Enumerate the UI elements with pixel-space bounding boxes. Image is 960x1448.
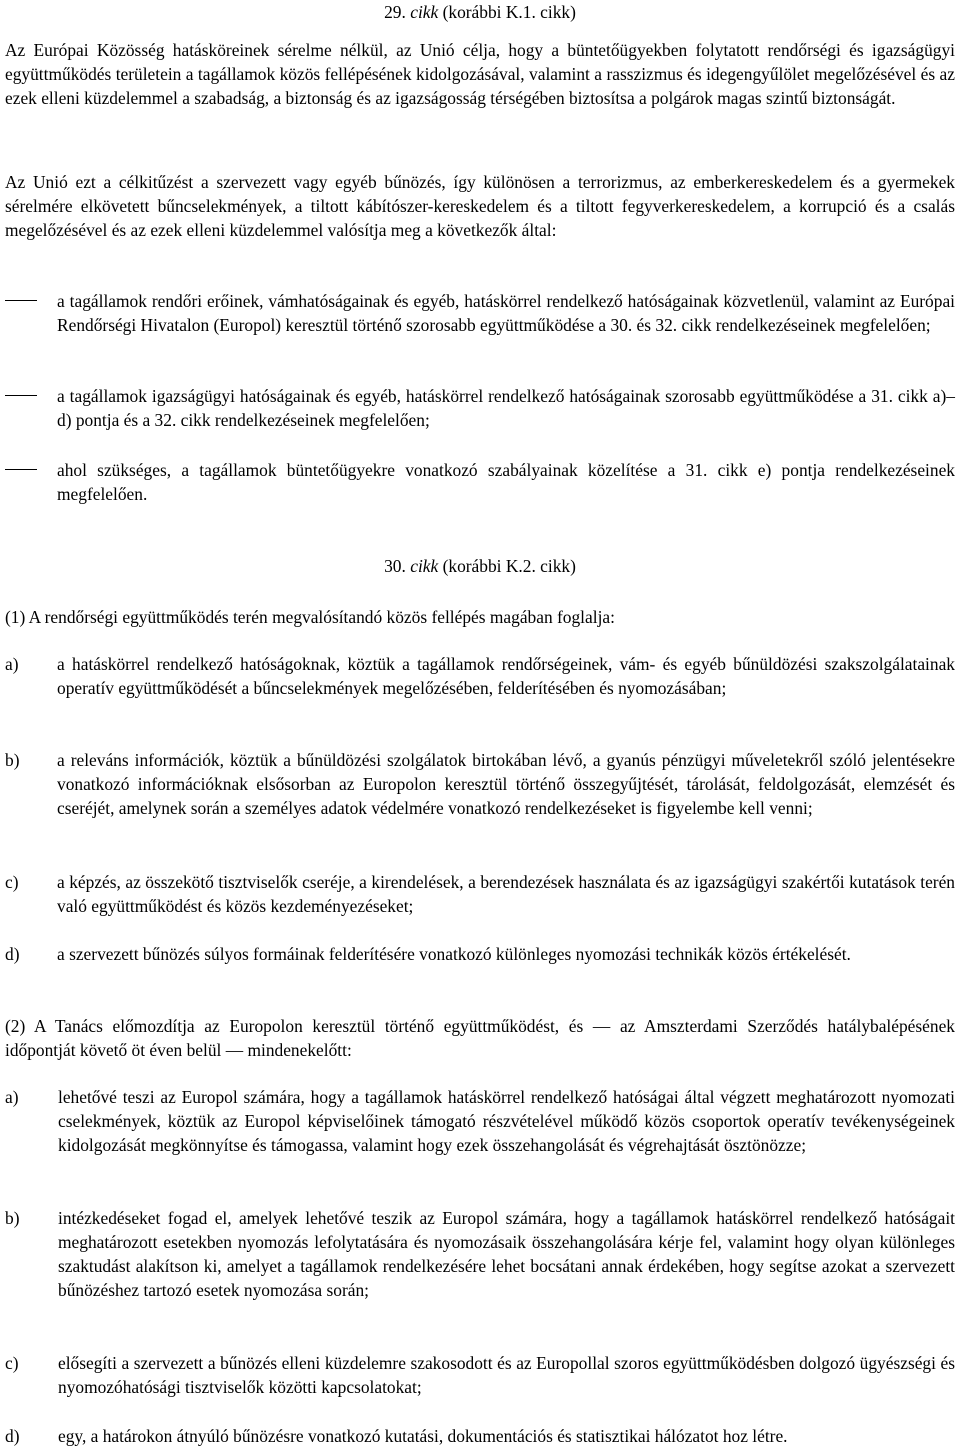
- article-number: 30.: [384, 556, 406, 576]
- item-letter: c): [5, 872, 19, 892]
- article-word: cikk: [410, 2, 439, 22]
- article-29-intro: Az Európai Közösség hatásköreinek sérelme nélkül, az Unió célja, hogy a büntetőügyekben folytatott rendőrségi és igazságügyi együttműködés területein a tagállamok közös fellépésének kidolgozásával, valamint a rasszizmus és idegengyűlölet megelőzésével és az ezek elleni küzdelemmel a szabadság, a biztonság és az igazságosság térségében biztosítsa a polgárok magas szintű biztonságát.: [5, 40, 955, 108]
- article-word: cikk: [410, 556, 439, 576]
- dash-list-item: a tagállamok igazságügyi hatóságainak és egyéb, hatáskörrel rendelkező hatóságainak szorosabb együttműködése a 31. cikk a)–d) pontja és a 32. cikk rendelkezéseinek megfelelően;: [5, 384, 955, 432]
- item-letter: d): [5, 944, 20, 964]
- article-former-ref: (korábbi K.2. cikk): [442, 556, 576, 576]
- article-former-ref: (korábbi K.1. cikk): [442, 2, 576, 22]
- lettered-list-item: b) intézkedéseket fogad el, amelyek lehetővé teszik az Europol számára, hogy a tagállamok hatáskörrel rendelkező hatóságait meghatározott esetekben nyomozás lefolytatására és nyomozásaik összehangolására kérje fel, valamint hogy olyan különleges szaktudást alakítson ki, amelyet a tagállamok rendelkezésére lehet bocsátani annak érdekében, hogy segítse azokat a szervezett bűnözéshez tartozó esetek nyomozása során;: [5, 1208, 955, 1300]
- item-letter: a): [5, 654, 19, 674]
- item-letter: d): [5, 1426, 20, 1446]
- article-29-paragraph-2: Az Unió ezt a célkitűzést a szervezett vagy egyéb bűnözés, így különösen a terrorizmus, az emberkereskedelem és a gyermekek sérelmére elkövetett bűncselekmények, a tiltott kábítószer-kereskedelem és a tiltott fegyverkereskedelem, a korrupció és a csalás megelőzésével és az ezek elleni küzdelemmel valósítja meg a következők által:: [5, 172, 955, 240]
- lettered-list-item: c) elősegíti a szervezett a bűnözés elleni küzdelemre szakosodott és az Europollal szoros együttműködésben dolgozó ügyészségi és nyomozóhatósági tisztviselők közötti kapcsolatokat;: [5, 1353, 955, 1397]
- dash-bullet: [5, 300, 37, 301]
- lettered-list-item: c) a képzés, az összekötő tisztviselők cseréje, a kirendelések, a berendezések használata és az igazságügyi szakértői kutatások terén való együttműködést és közös kezdeményezéseket;: [5, 872, 955, 916]
- lettered-list-item: d) a szervezett bűnözés súlyos formáinak felderítésére vonatkozó különleges nyomozási technikák közös értékelését.: [5, 944, 851, 964]
- article-30-paragraph-2: (2) A Tanács előmozdítja az Europolon keresztül történő együttműködést, és — az Amszterdami Szerződés hatálybalépésének időpontját követő öt éven belül — mindenekelőtt:: [5, 1016, 955, 1060]
- lettered-list-item: a) a hatáskörrel rendelkező hatóságoknak, köztük a tagállamok rendőrségeinek, vám- és egyéb bűnüldözési szakszolgálatainak operatív együttműködését a bűncselekmények megelőzésében, felderítésében és nyomozásában;: [5, 654, 955, 698]
- dash-bullet: [5, 469, 37, 470]
- dash-list-item: ahol szükséges, a tagállamok büntetőügyekre vonatkozó szabályainak közelítése a 31. cikk e) pontja rendelkezéseinek megfelelően.: [5, 458, 955, 506]
- article-30-heading: [5, 554, 955, 578]
- item-letter: b): [5, 1208, 20, 1228]
- lettered-list-item: b) a releváns információk, köztük a bűnüldözési szolgálatok birtokában lévő, a gyanús pénzügyi műveletekről szóló jelentésekre vonatkozó információknak elsősorban az Europolon keresztül történő összegyűjtését, tárolását, feldolgozását, elemzését és cseréjét, amelynek során a személyes adatok védelmére vonatkozó rendelkezéseket is figyelembe kell venni;: [5, 750, 955, 818]
- item-letter: c): [5, 1353, 19, 1373]
- item-letter: a): [5, 1087, 19, 1107]
- lettered-list-item: a) lehetővé teszi az Europol számára, hogy a tagállamok hatáskörrel rendelkező hatóságai által végzett meghatározott nyomozati cselekmények, köztük az Europol képviselőinek támogató részvételével működő közös csoportok operatív tevékenységeinek kidolgozását megkönnyítse és támogassa, valamint hogy ezek összehangolását és végrehajtását ösztönözze;: [5, 1087, 955, 1155]
- article-30-paragraph-1: (1) A rendőrségi együttműködés terén megvalósítandó közös fellépés magában foglalja:: [5, 607, 615, 627]
- lettered-list-item: d) egy, a határokon átnyúló bűnözésre vonatkozó kutatási, dokumentációs és statisztikai hálózatot hoz létre.: [5, 1426, 788, 1446]
- article-29-heading: [5, 0, 955, 24]
- item-letter: b): [5, 750, 20, 770]
- dash-bullet: [5, 395, 37, 396]
- article-number: 29.: [384, 2, 406, 22]
- dash-list-item: a tagállamok rendőri erőinek, vámhatóságainak és egyéb, hatáskörrel rendelkező hatóságainak közvetlenül, valamint az Európai Rendőrségi Hivatalon (Europol) keresztül történő szorosabb együttműködése a 30. és 32. cikk rendelkezéseinek megfelelően;: [5, 289, 955, 337]
